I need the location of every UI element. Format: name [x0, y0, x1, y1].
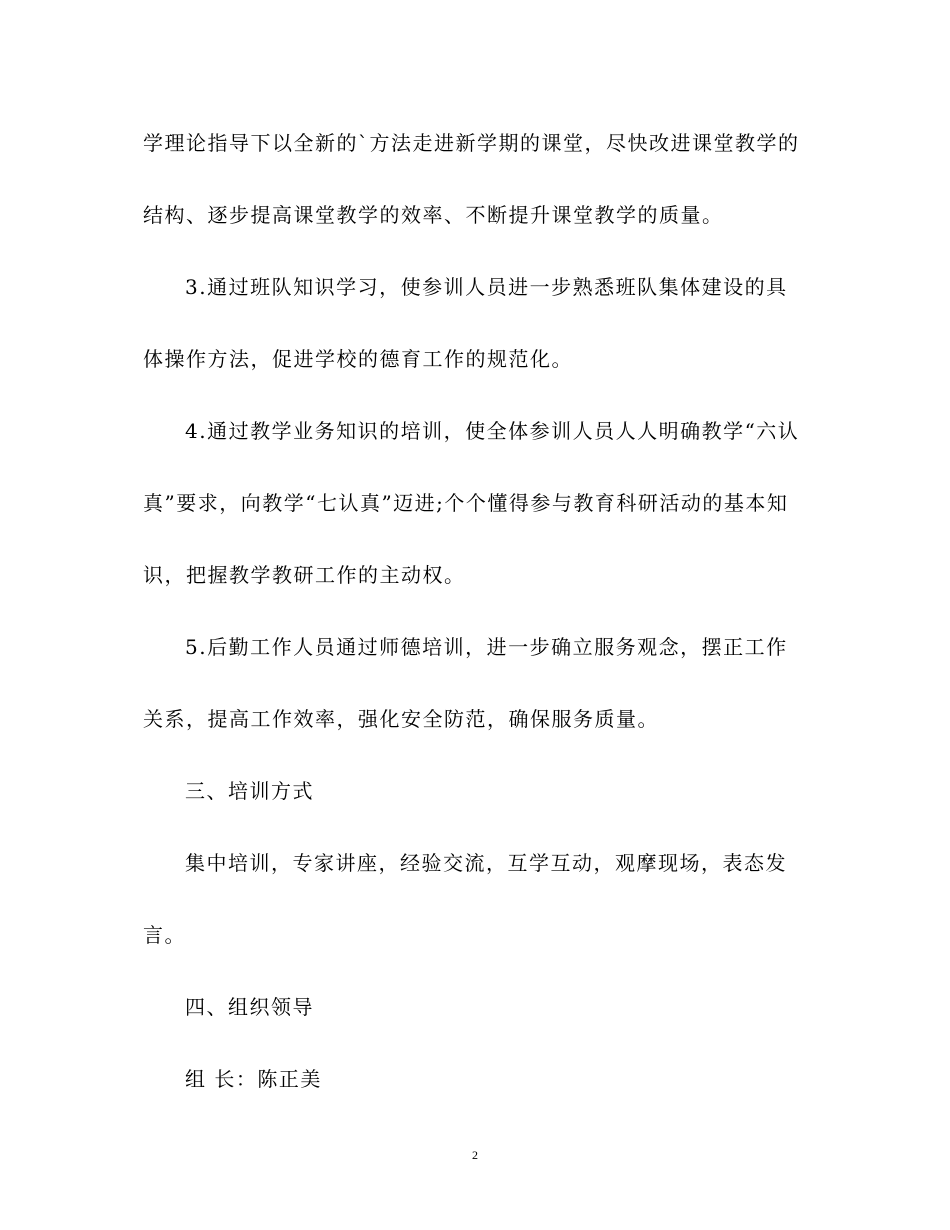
paragraph-line: 4.通过教学业务知识的培训，使全体参训人员人人明确教学“六认 [185, 419, 800, 443]
section-heading: 四、组织领导 [185, 995, 314, 1019]
paragraph-line: 结构、逐步提高课堂教学的效率、不断提升课堂教学的质量。 [143, 203, 724, 227]
paragraph-line: 5.后勤工作人员通过师德培训，进一步确立服务观念，摆正工作 [185, 635, 788, 659]
paragraph-line: 真”要求，向教学“七认真”迈进;个个懂得参与教育科研活动的基本知 [143, 491, 789, 515]
page-number: 2 [472, 1148, 478, 1162]
section-heading: 三、培训方式 [185, 779, 314, 803]
paragraph-line: 组 长：陈正美 [185, 1067, 322, 1091]
paragraph-line: 3.通过班队知识学习，使参训人员进一步熟悉班队集体建设的具 [185, 275, 788, 299]
paragraph-line: 言。 [143, 923, 186, 947]
paragraph-line: 体操作方法，促进学校的德育工作的规范化。 [143, 347, 573, 371]
paragraph-line: 集中培训，专家讲座，经验交流，互学互动，观摩现场，表态发 [185, 851, 787, 875]
paragraph-line: 关系，提高工作效率，强化安全防范，确保服务质量。 [143, 707, 659, 731]
paragraph-line: 识，把握教学教研工作的主动权。 [143, 563, 466, 587]
paragraph-line: 学理论指导下以全新的`方法走进新学期的课堂，尽快改进课堂教学的 [143, 131, 800, 155]
